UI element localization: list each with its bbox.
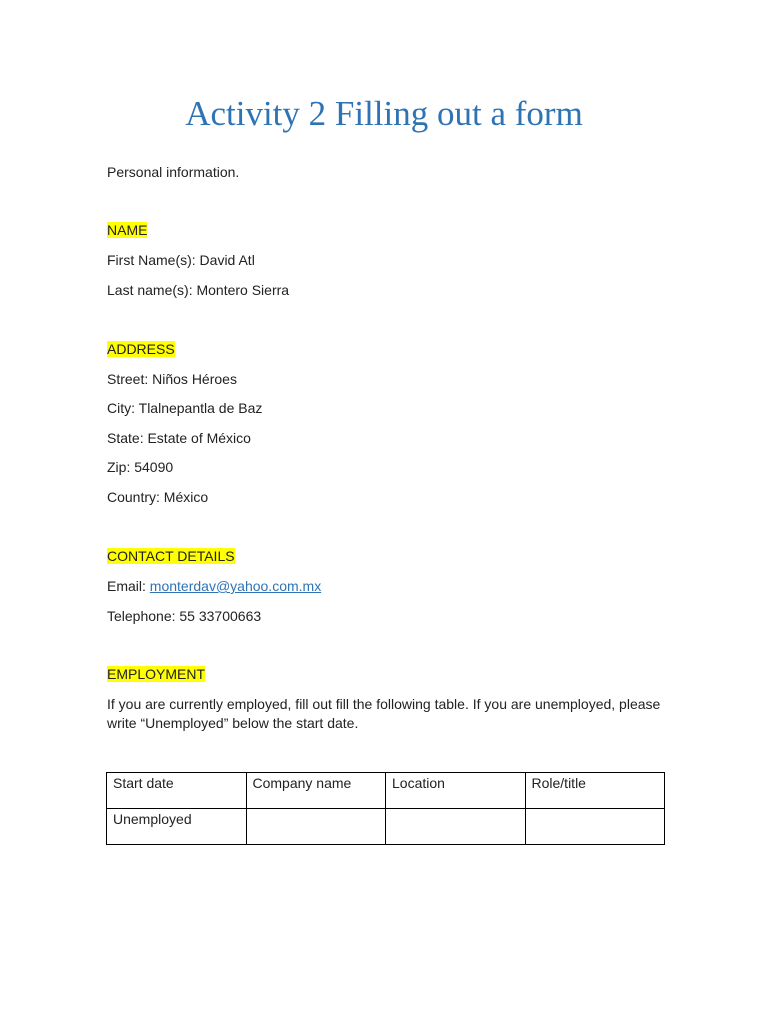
employment-heading (107, 665, 205, 683)
table-header-cell: Location (386, 773, 526, 809)
table-cell (386, 809, 526, 845)
state-line: State: Estate of México (107, 430, 251, 446)
intro-text: Personal information. (107, 164, 240, 180)
employment-table (106, 772, 665, 845)
contact-heading (107, 547, 235, 565)
table-header-cell: Company name (246, 773, 386, 809)
table-header-cell: Role/title (525, 773, 665, 809)
country-line: Country: México (107, 489, 209, 505)
telephone-line: Telephone: 55 33700663 (107, 608, 262, 624)
email-line (107, 577, 321, 595)
table-row (107, 809, 665, 845)
zip-line: Zip: 54090 (107, 459, 174, 475)
email-link[interactable]: monterdav@yahoo.com.mx (149, 578, 322, 594)
address-heading (107, 340, 175, 358)
table-header-row (107, 773, 665, 809)
contact-heading-label: CONTACT DETAILS (107, 548, 235, 564)
table-cell (246, 809, 386, 845)
city-line: City: Tlalnepantla de Baz (107, 400, 263, 416)
employment-heading-label: EMPLOYMENT (107, 666, 206, 682)
table-cell: Unemployed (107, 809, 247, 845)
name-heading (107, 221, 147, 239)
name-heading-label: NAME (107, 222, 148, 238)
table-header-cell: Start date (107, 773, 247, 809)
document-title: Activity 2 Filling out a form (185, 94, 583, 133)
street-line: Street: Niños Héroes (107, 371, 237, 387)
address-heading-label: ADDRESS (107, 341, 175, 357)
last-name-line: Last name(s): Montero Sierra (107, 282, 290, 298)
table-cell (525, 809, 665, 845)
employment-instructions: If you are currently employed, fill out fill the following table. If you are unemployed, please write “Unemployed” below the start date. (107, 696, 661, 731)
email-label: Email: (107, 578, 150, 594)
first-name-line: First Name(s): David Atl (107, 252, 255, 268)
